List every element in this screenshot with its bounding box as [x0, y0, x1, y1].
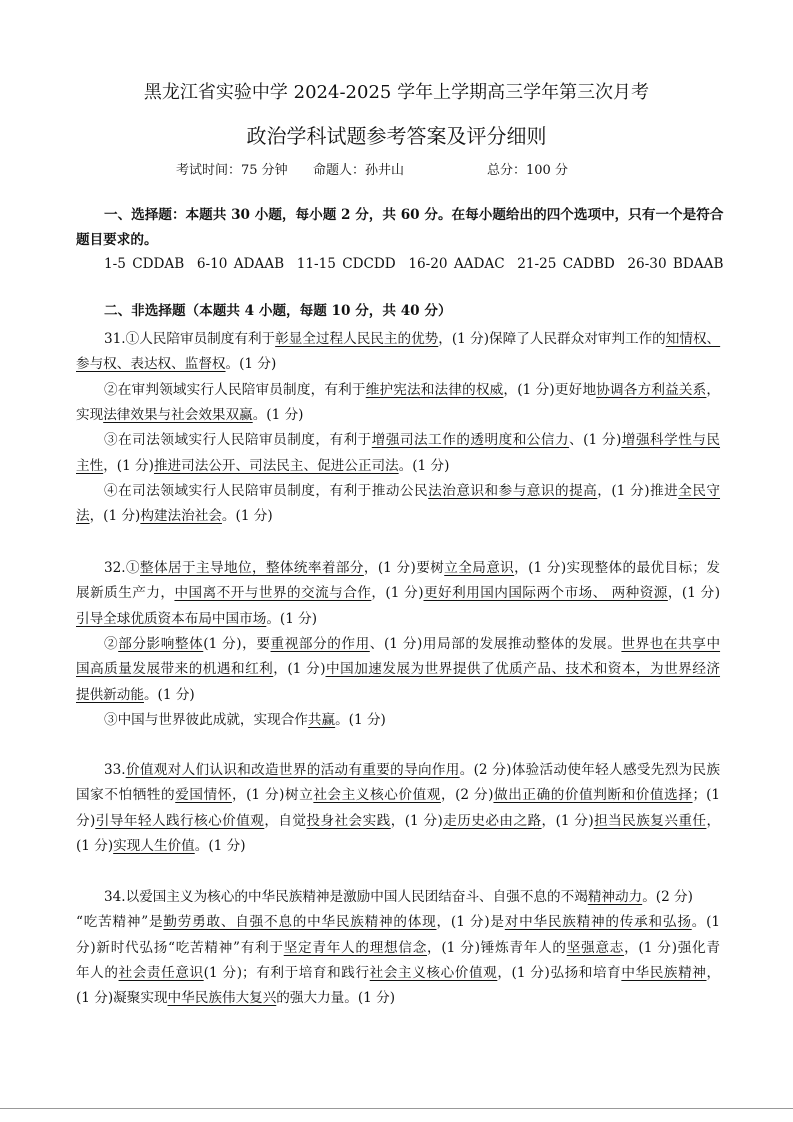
- answer-32-line: [76, 685, 720, 705]
- answer-32-line: [104, 634, 720, 654]
- page-bottom-rule: [0, 1108, 793, 1109]
- key-point-underlined: 增强司法工作的透明度和公信力: [371, 432, 570, 449]
- answer-text: 。(1 分): [221, 508, 273, 525]
- answer-text: (1 分): [76, 837, 114, 854]
- answer-31-line: [104, 430, 720, 450]
- key-point-underlined: 实现人生价值: [113, 837, 195, 854]
- answer-text: 。(1 分): [143, 686, 195, 703]
- key-point-underlined: 推进司法公开、司法民主、促进公正司法: [153, 457, 399, 474]
- section2-heading: 二、非选择题（本题共 4 小题，每题 10 分，共 40 分）: [104, 303, 452, 319]
- answer-text: ，自觉: [264, 812, 307, 829]
- exam-duration: 考试时间：75 分钟: [176, 163, 288, 178]
- key-point-underlined: 共赢: [307, 711, 336, 728]
- key-point-underlined: 价值观对人们认识和改造世界的活动有重要的导向作用: [125, 762, 460, 778]
- answer-31-line: [76, 405, 720, 425]
- key-point-underlined: 中国离不开与世界的交流与合作: [174, 585, 372, 602]
- answer-text: 分): [76, 812, 96, 829]
- answer-32-line: [104, 558, 720, 578]
- answer-text: 分)新时代弘扬“吃苦精神”有利于: [76, 939, 284, 956]
- answer-33-line: [76, 811, 720, 831]
- key-point-underlined: 中华民族伟大复兴: [167, 990, 277, 1007]
- answer-31-line: [104, 329, 720, 349]
- answer-text: 。(1 分): [225, 356, 277, 373]
- answer-31-line: [104, 380, 720, 400]
- answer-text: 展新质生产力，: [76, 585, 175, 602]
- answer-text: ，(1 分): [273, 661, 326, 678]
- answer-text: ，: [706, 381, 721, 398]
- exam-total-score: 总分：100 分: [487, 163, 568, 178]
- key-point-underlined: 中华民族精神: [621, 964, 707, 981]
- key-point-underlined: 知情权、: [665, 331, 721, 347]
- answer-34-line: [76, 938, 720, 958]
- answer-32-line: [104, 710, 720, 730]
- exam-author: 命题人：孙井山: [313, 163, 405, 178]
- answer-text: ，: [706, 964, 721, 981]
- answer-text: ，(1 分): [371, 585, 424, 602]
- key-point-underlined: 担当民族复兴重任: [593, 812, 707, 829]
- key-point-underlined: 主性: [76, 457, 104, 474]
- key-point-underlined: 部分影响整体: [118, 635, 204, 652]
- answer-text: ④在司法领域实行人民陪审员制度，有利于推动公民: [104, 482, 429, 499]
- answer-text: “吃苦精神”是: [76, 914, 164, 931]
- answer-text: (1 分)；有利于培育和践行: [203, 964, 370, 981]
- answer-text: ，(1 分): [89, 508, 141, 525]
- answer-text: 。(1 分): [194, 837, 246, 854]
- key-point-underlined: 整体居于主导地位，整体统率着部分: [140, 560, 364, 576]
- document-title: 黑龙江省实验中学 2024-2025 学年上学期高三学年第三次月考: [143, 82, 650, 103]
- answer-text: 33.: [104, 762, 126, 778]
- answer-text: 、(1 分): [569, 432, 622, 449]
- answer-text: ③中国与世界彼此成就，实现合作: [104, 711, 308, 728]
- answer-text: 。(1 分): [398, 457, 450, 474]
- answer-text: 、(1 分)用局部的发展推动整体的发展。: [369, 635, 622, 652]
- key-point-underlined: 法: [76, 508, 90, 525]
- key-point-underlined: 国高质量发展带来的机遇和红利: [76, 661, 274, 678]
- key-point-underlined: 社会主义核心价值观: [369, 964, 498, 981]
- answer-text: ②: [104, 635, 119, 652]
- answer-text: 实现: [76, 406, 104, 423]
- answer-text: ②在审判领域实行人民陪审员制度，有利于: [104, 381, 366, 398]
- key-point-underlined: 坚定青年人的理想信念: [283, 939, 428, 956]
- key-point-underlined: 中国加速发展为世界提供了优质产品、技术和资本，为世界经济: [325, 661, 721, 678]
- answer-34-line: [104, 887, 720, 907]
- key-point-underlined: 引导全球优质资本布局中国市场: [76, 610, 267, 627]
- section1-heading-line2: 题目要求的。: [76, 232, 158, 248]
- key-point-underlined: 重视部分的作用: [270, 635, 370, 652]
- answer-33-line: [76, 836, 720, 856]
- key-point-underlined: 社会责任意识: [118, 964, 204, 981]
- key-point-underlined: 法律效果与社会效果双赢: [103, 406, 253, 423]
- answer-text: (1 分)凝聚实现: [76, 990, 168, 1007]
- answer-text: 的强大力量。(1 分): [276, 990, 396, 1007]
- key-point-underlined: 世界也在共享中: [621, 635, 721, 652]
- key-point-underlined: 法治意识和参与意识的提高: [428, 482, 598, 499]
- answer-text: ，(1 分)保障了人民群众对审判工作的: [438, 331, 666, 347]
- answer-text: ；(1: [692, 787, 721, 804]
- key-point-underlined: 更好利用国内国际两个市场、 两种资源: [423, 585, 668, 602]
- answer-text: 。(1 分): [335, 711, 386, 728]
- answer-text: 国家不怕牺牲的: [76, 787, 176, 804]
- answer-34-line: [76, 988, 720, 1008]
- answer-text: ，(1 分)锤炼青年人的: [427, 939, 567, 956]
- key-point-underlined: 彰显全过程人民民主的优势: [275, 331, 439, 347]
- key-point-underlined: 增强科学性与民: [621, 432, 721, 449]
- key-point-underlined: 立全局意识: [444, 560, 515, 576]
- key-point-underlined: 维护宪法和法律的权威: [365, 381, 504, 398]
- key-point-underlined: 参与权、表达权、监督权: [76, 356, 226, 373]
- answer-text: ，: [706, 812, 721, 829]
- answer-31-line: [76, 506, 720, 526]
- answer-text: 。(2 分)体验活动使年轻人感受先烈为民族: [459, 762, 721, 778]
- answer-33-line: [104, 760, 720, 780]
- key-point-underlined: 坚强意志: [566, 939, 625, 956]
- key-point-underlined: 引导年轻人践行核心价值观: [95, 812, 265, 829]
- answer-text: ，(2 分): [440, 787, 494, 804]
- answer-31-line: [76, 354, 720, 374]
- key-point-underlined: 精神动力: [587, 889, 643, 905]
- answer-text: 34.以爱国主义为核心的中华民族精神是激励中国人民团结奋斗、自强不息的不竭: [104, 889, 588, 905]
- answer-text: 31.①人民陪审员制度有利于: [104, 331, 276, 347]
- answer-text: 32.①: [104, 560, 141, 576]
- exam-info: [176, 159, 568, 178]
- answer-text: ，(1 分)是: [436, 914, 505, 931]
- key-point-underlined: 对中华民族精神的传承和弘扬: [504, 914, 692, 931]
- answer-text: ，(1 分)要树: [363, 560, 445, 576]
- key-point-underlined: 社会主义核心价值观: [313, 787, 441, 804]
- answer-text: ，(1 分): [103, 457, 154, 474]
- answer-text: ，(1 分)实现整体的最优目标；发: [514, 560, 721, 576]
- answer-32-line: [76, 583, 720, 603]
- answer-text: ，(1 分): [667, 585, 721, 602]
- answer-text: ，(1 分)弘扬和培育: [497, 964, 622, 981]
- key-point-underlined: 投身社会实践: [306, 812, 391, 829]
- key-point-underlined: 勤劳勇敢、自强不息的中华民族精神的体现: [163, 914, 437, 931]
- answer-text: 。(1 分): [252, 406, 304, 423]
- answer-text: ，(1 分): [541, 812, 594, 829]
- key-point-underlined: 做出正确的价值判断和价值选择: [493, 787, 693, 804]
- answer-text: (1 分)，要: [203, 635, 271, 652]
- document-subtitle: 政治学科试题参考答案及评分细则: [246, 124, 547, 148]
- answer-text: 。(1: [691, 914, 721, 931]
- key-point-underlined: 爱国情怀: [175, 787, 232, 804]
- key-point-underlined: 协调各方利益关系: [596, 381, 707, 398]
- key-point-underlined: 构建法治社会: [140, 508, 222, 525]
- answer-text: ，(1 分)更好地: [503, 381, 597, 398]
- answer-text: ，(1 分)推进: [597, 482, 679, 499]
- answer-32-line: [76, 609, 720, 629]
- answer-text: 。(1 分): [266, 610, 318, 627]
- answer-text: ，(1 分)强化青: [624, 939, 721, 956]
- key-point-underlined: 走历史必由之路: [442, 812, 542, 829]
- answer-34-line: [76, 912, 720, 932]
- answer-text: 。(2 分): [642, 889, 693, 905]
- answer-text: ，(1 分): [390, 812, 443, 829]
- choice-answers: 1-5 CDDAB 6-10 ADAAB 11-15 CDCDD 16-20 AADAC 21-25 CADBD 26-30 BDAAB: [104, 256, 724, 272]
- key-point-underlined: 提供新动能: [76, 686, 144, 703]
- answer-text: ，(1 分)树立: [231, 787, 314, 804]
- answer-text: 年人的: [76, 964, 119, 981]
- answer-text: ③在司法领域实行人民陪审员制度，有利于: [104, 432, 372, 449]
- answer-31-line: [104, 481, 720, 501]
- answer-31-line: [76, 456, 720, 476]
- section1-heading-line1: 一、选择题：本题共 30 小题，每小题 2 分，共 60 分。在每小题给出的四个选项中，只有一个是符合: [104, 207, 724, 223]
- answer-33-line: [76, 785, 720, 805]
- key-point-underlined: 全民守: [678, 482, 721, 499]
- answer-34-line: [76, 963, 720, 983]
- answer-32-line: [76, 659, 720, 679]
